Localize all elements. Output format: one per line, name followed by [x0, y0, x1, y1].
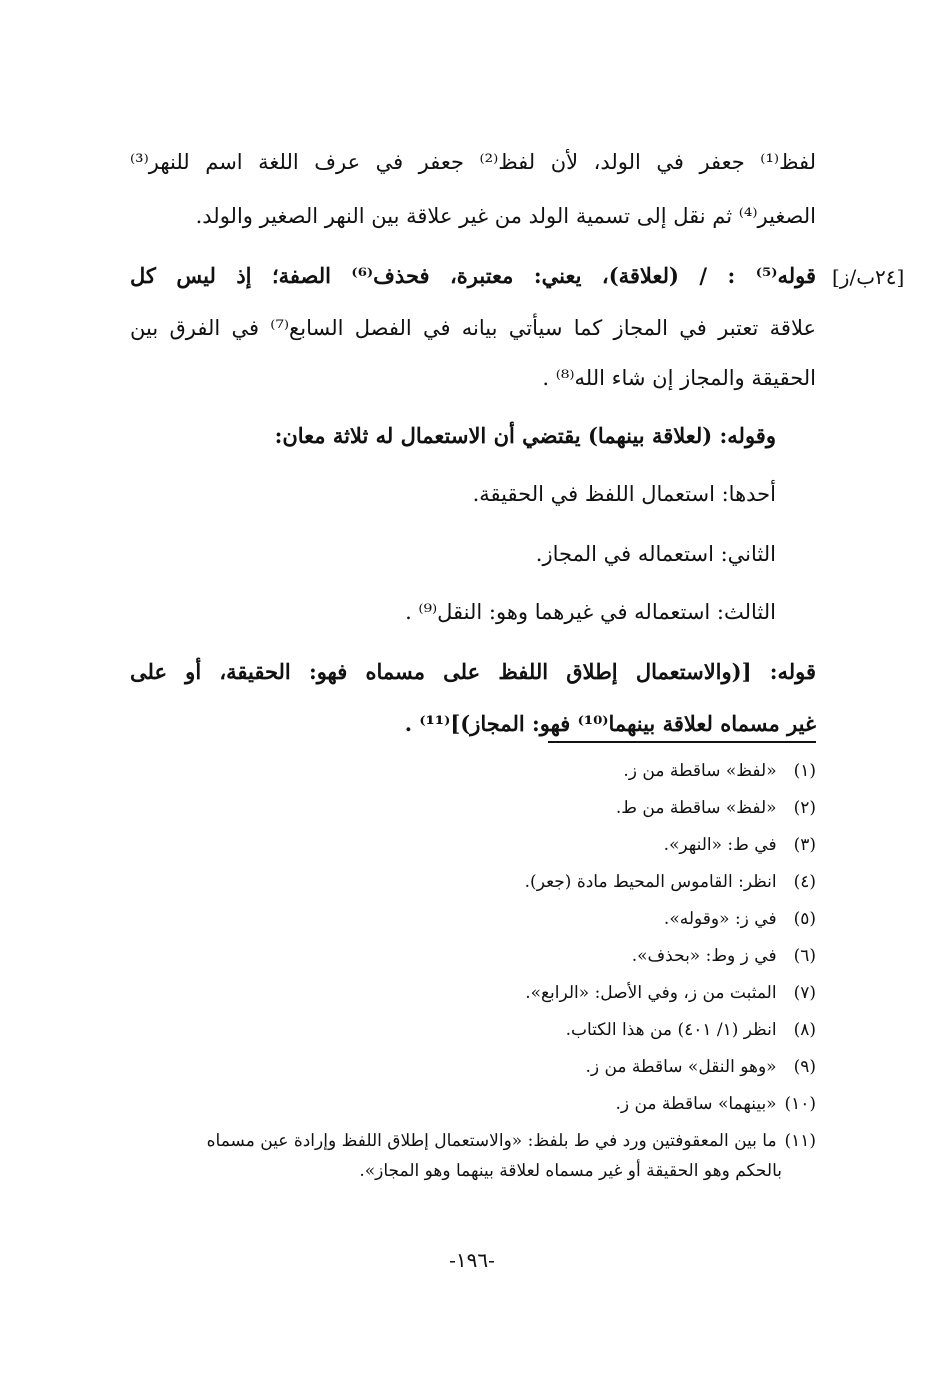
- para2-line3: الحقيقة والمجاز إن شاء الله⁽⁸⁾ .: [542, 366, 816, 390]
- footnote-text: «بينهما» ساقطة من ز.: [615, 1094, 777, 1114]
- footnote-11: [96, 1128, 816, 1154]
- footnote-number: (٥): [793, 909, 816, 929]
- footnote-3: [96, 832, 816, 858]
- footnote-text: «لفظ» ساقطة من ط.: [615, 798, 777, 818]
- margin-folio-reference: [٢٤ب/ز]: [832, 265, 905, 289]
- footnote-text: في ز: «وقوله».: [663, 909, 777, 929]
- page-number: -١٩٦-: [449, 1248, 495, 1272]
- footnote-8: [96, 1017, 816, 1043]
- para4-line2: غير مسماه لعلاقة بينهما⁽¹⁰⁾ فهو: المجاز)]⁽¹¹⁾ .: [404, 711, 816, 736]
- footnote-2: [96, 795, 816, 821]
- footnote-text: بالحكم وهو الحقيقة أو غير مسماه لعلاقة بينهما وهو المجاز».: [359, 1161, 782, 1181]
- footnote-text: ما بين المعقوفتين ورد في ط بلفظ: «والاستعمال إطلاق اللفظ وإرادة عين مسماه: [206, 1131, 777, 1151]
- footnote-6: [96, 943, 816, 969]
- footnote-text: في ز وط: «بحذف».: [631, 946, 777, 966]
- footnote-text: «وهو النقل» ساقطة من ز.: [585, 1057, 777, 1077]
- footnote-5: [96, 906, 816, 932]
- para1-line1: لفظ⁽¹⁾ جعفر في الولد، لأن لفظ⁽²⁾ جعفر في عرف اللغة اسم للنهر⁽³⁾: [130, 150, 816, 174]
- footnote-number: (١٠): [784, 1094, 816, 1114]
- footnote-number: (٤): [793, 872, 816, 892]
- footnote-number: (٢): [793, 798, 816, 818]
- footnote-separator: [548, 741, 816, 743]
- footnote-number: (١١): [784, 1131, 816, 1151]
- para2-line1: قوله⁽⁵⁾ : / (لعلاقة)، يعني: معتبرة، فحذف⁽⁶⁾ الصفة؛ إذ ليس كل: [130, 263, 816, 288]
- footnote-number: (١): [793, 761, 816, 781]
- footnote-number: (٩): [793, 1057, 816, 1077]
- para1-line2: الصغير⁽⁴⁾ ثم نقل إلى تسمية الولد من غير علاقة بين النهر الصغير والولد.: [195, 204, 816, 228]
- para2-line2: علاقة تعتبر في المجاز كما سيأتي بيانه في الفصل السابع⁽⁷⁾ في الفرق بين: [130, 316, 817, 340]
- footnote-9: [96, 1054, 816, 1080]
- footnote-4: [96, 869, 816, 895]
- footnote-number: (٣): [793, 835, 816, 855]
- para3-line3: الثاني: استعماله في المجاز.: [535, 542, 776, 566]
- footnote-number: (٦): [793, 946, 816, 966]
- footnote-text: انظر: القاموس المحيط مادة (جعر).: [524, 872, 777, 892]
- para3-line4: الثالث: استعماله في غيرهما وهو: النقل⁽⁹⁾ .: [405, 600, 776, 624]
- para4-line1: قوله: [(والاستعمال إطلاق اللفظ على مسماه فهو: الحقيقة، أو على: [130, 659, 816, 684]
- footnote-text: في ط: «النهر».: [663, 835, 777, 855]
- footnote-text: انظر (١/ ٤٠١) من هذا الكتاب.: [565, 1020, 777, 1040]
- footnote-text: «لفظ» ساقطة من ز.: [623, 761, 777, 781]
- footnote-number: (٧): [793, 983, 816, 1003]
- footnote-7: [96, 980, 816, 1006]
- footnote-10: [96, 1091, 816, 1117]
- para3-line2: أحدها: استعمال اللفظ في الحقيقة.: [472, 482, 776, 506]
- footnote-number: (٨): [793, 1020, 816, 1040]
- footnote-11-continuation: [96, 1158, 782, 1184]
- para3-line1: وقوله: (لعلاقة بينهما) يقتضي أن الاستعمال له ثلاثة معان:: [274, 423, 776, 448]
- footnote-text: المثبت من ز، وفي الأصل: «الرابع».: [525, 983, 777, 1003]
- footnote-1: [96, 758, 816, 784]
